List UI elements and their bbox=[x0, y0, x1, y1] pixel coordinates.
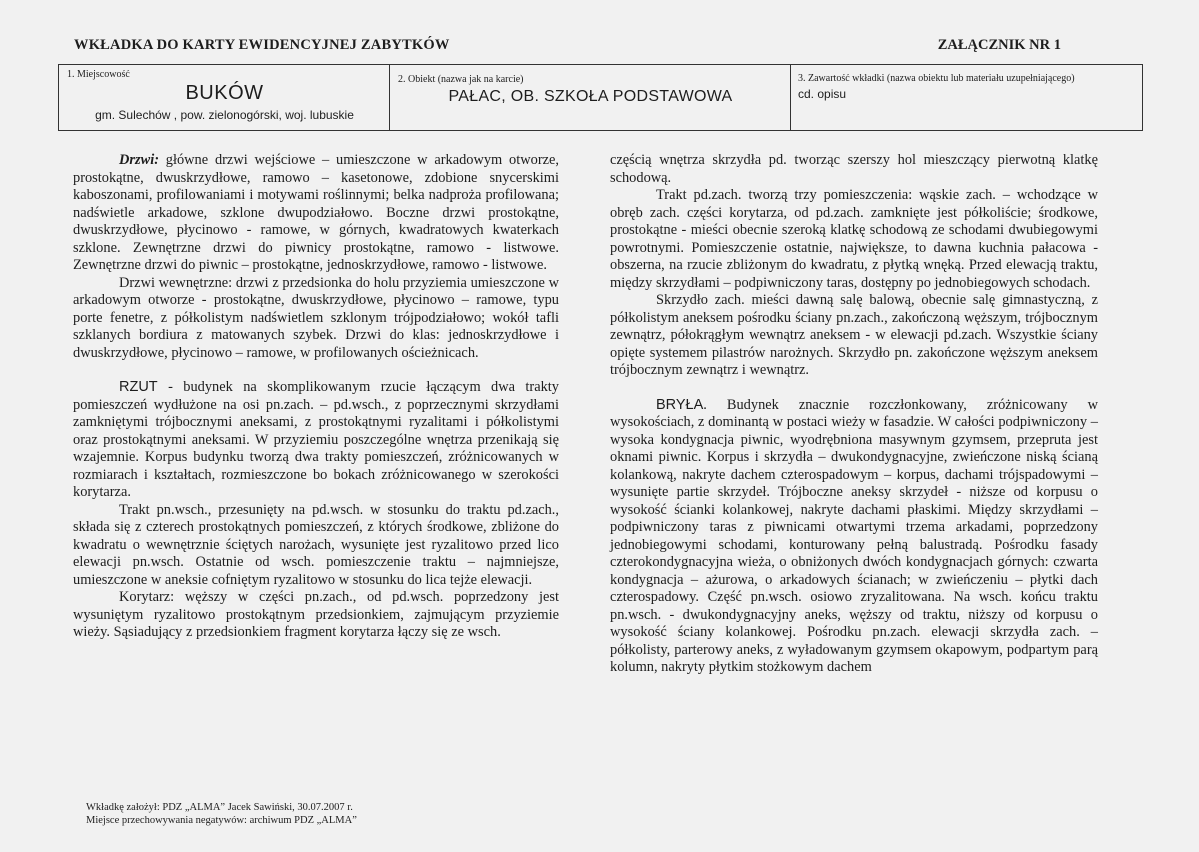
massing-heading: BRYŁA bbox=[656, 396, 704, 413]
ne-tract-paragraph: Trakt pn.wsch., przesunięty na pd.wsch. w stosunku do traktu pd.zach., składa się z czterech prostokątnych pomieszczeń, z których środkowe, zbliżone do kwadratu o wewnętrznie ściętych narożach, wysunięte jest ryzalitowo przed lico elewacji pn.wsch. Ostatnie od wsch. pomieszczenie traktu – najmniejsze, umieszczone w aneksie cofniętym ryzalitowo w stosunku do lica tejże elewacji. bbox=[73, 501, 559, 588]
footer-author: Wkładkę założył: PDZ „ALMA” Jacek Sawiński, 30.07.2007 r. bbox=[86, 802, 353, 813]
locality-cell bbox=[59, 65, 390, 130]
doors-heading: Drzwi: bbox=[119, 152, 159, 168]
footer-note bbox=[86, 801, 357, 827]
object-cell bbox=[390, 65, 791, 130]
massing-text: . Budynek znacznie rozczłonkowany, zróżnicowany w wysokościach, z dominantą w postaci wieży w fasadzie. W całości podpiwniczony – wysoka kondygnacja piwnic, wyodrębniona masywnym gzymsem, przepruta jest oknami piwnic. Korpus i skrzydła – dwukondygnacyjne, zwieńczone niską ścianą kolankową, nakryte dachem czterospadowym – korpus, dachami trójspadowymi – wysunięte partie skrzydeł. Trójboczne aneksy skrzydeł - niższe od korpusu o wysokość ścianki kolankowej, nakryte dachami płaskimi. Między skrzydłami – podpiwniczony taras z piwnicami otwartymi trzema arkadami, poprzedzony jednobiegowymi schodami, konturowany pełną balustradą. Pośrodku fasady czterokondygnacyjna wieża, o obniżonych dwóch kondygnacjach górnych: czwarta kondygnacja – ażurowa, o arkadowych ścianach; w zwieńczeniu – płytki dach czterospadowy. Część pn.wsch. osiowo zryzalitowana. Na wsch. końcu traktu pn.wsch. - dwukondygnacyjny aneks, węższy od traktu, niższy od korpusu o wysokość ściany kolankowej. Pośrodku pn.zach. elewacji skrzydła zach. – półkolisty, parterowy aneks, z wyładowanym gzymsem okapowym, podpartym parą kolumn, nakryty płytkim stożkowym dachem bbox=[610, 396, 1098, 675]
plan-heading: RZUT bbox=[119, 379, 158, 395]
corridor-paragraph: Korytarz: węższy w części pn.zach., od pd.wsch. poprzedzony jest wysuniętym ryzalitowo prostokątnym przedsionkiem, zajmującym przyziemie wieży. Sąsiadujący z przedsionkiem fragment korytarza łączy się ze wsch. bbox=[73, 589, 559, 640]
locality-value: BUKÓW bbox=[185, 82, 264, 104]
object-label: 2. Obiekt (nazwa jak na karcie) bbox=[398, 74, 524, 85]
appendix-label: ZAŁĄCZNIK NR 1 bbox=[937, 37, 1061, 53]
contents-value: cd. opisu bbox=[798, 87, 847, 101]
locality-sub: gm. Sulechów , pow. zielonogórski, woj. lubuskie bbox=[95, 108, 354, 122]
west-wing-paragraph: Skrzydło zach. mieści dawną salę balową, obecnie salę gimnastyczną, z półkolistym aneksem pośrodku ściany pn.zach., zakończoną węższym, trójbocznym zewnątrz, półokrągłym wewnątrz aneksem - w elewacji pd.zach. Wszystkie ściany opięte systemem pilastrów narożnych. Skrzydło pn. zakończone węższym aneksem trójbocznym zewnątrz i wewnątrz. bbox=[610, 292, 1098, 378]
sw-tract-paragraph: Trakt pd.zach. tworzą trzy pomieszczenia: wąskie zach. – wchodzące w obręb zach. części korytarza, od pd.zach. zamknięte jest półkoliście; środkowe, prostokątne - mieści obecnie szeroką klatkę schodową ze schodami dwubiegowymi powrotnymi. Pomieszczenie ostatnie, największe, to dawna kuchnia pałacowa - obszerna, na rzucie zbliżonym do kwadratu, z płytką wnęką. Przed elewacją traktu, między skrzydłami – podpiwniczony taras, dostępny po jednobiegowych schodach. bbox=[610, 187, 1098, 291]
left-column bbox=[73, 152, 559, 642]
contents-cell bbox=[791, 65, 1142, 130]
continuation-paragraph: częścią wnętrza skrzydła pd. tworząc szerszy hol mieszczący pierwotną klatkę schodową. bbox=[610, 152, 1098, 186]
header-table bbox=[58, 64, 1143, 131]
plan-text: - budynek na skomplikowanym rzucie łączącym dwa trakty pomieszczeń wydłużone na osi pn.zach. – pd.wsch., z poprzecznymi skrzydłami zamkniętymi trójbocznymi aneksami, z prostokątnymi ryzalitami i półkolistymi oraz prostokątnymi aneksami. W przyziemiu poszczególne wnętrza przenikają się wzajemnie. Korpus budynku tworzą dwa trakty pomieszczeń, zróżnicowanych w rozmiarach i kształtach, rozmieszczone bo bokach zróżnicowanego w szerokości korytarza. bbox=[73, 379, 559, 500]
doors-text: główne drzwi wejściowe – umieszczone w arkadowym otworze, prostokątne, dwuskrzydłowe, ramowo – kasetonowe, zdobione snycerskimi kaboszonami, profilowaniami i motywami roślinnymi; belka nadproża profilowana; nadświetle arkadowe, szklone dwupodziałowo. Boczne drzwi prostokątne, dwuskrzydłowe, płycinowo - ramowe, w górnych, kwadratowych kwaterkach szklone. Zewnętrzne drzwi do piwnicy prostokątne, ramowo - listwowe. Zewnętrzne drzwi do piwnic – prostokątne, jednoskrzydłowe, ramowo - listwowe. bbox=[73, 152, 559, 273]
right-column bbox=[610, 152, 1098, 677]
inner-doors-paragraph: Drzwi wewnętrzne: drzwi z przedsionka do holu przyziemia umieszczone w arkadowym otworze - prostokątne, dwuskrzydłowe, płycinowo – ramowe, typu porte fenetre, z półkolistym nadświetlem szklonym trójpodziałowo; wokół tafli szklanych bordiura z matowanych szybek. Drzwi do klas: jednoskrzydłowe i dwuskrzydłowe, płycinowo – ramowe, w profilowanych ościeżnicach. bbox=[73, 274, 559, 361]
plan-paragraph bbox=[73, 379, 559, 502]
document-title: WKŁADKA DO KARTY EWIDENCYJNEJ ZABYTKÓW bbox=[74, 37, 450, 53]
footer-archive: Miejsce przechowywania negatywów: archiwum PDZ „ALMA” bbox=[86, 815, 357, 826]
object-value: PAŁAC, OB. SZKOŁA PODSTAWOWA bbox=[448, 88, 733, 105]
contents-label: 3. Zawartość wkładki (nazwa obiektu lub materiału uzupełniającego) bbox=[798, 73, 1075, 84]
locality-label: 1. Miejscowość bbox=[67, 69, 130, 80]
doors-paragraph bbox=[73, 152, 559, 275]
massing-paragraph bbox=[610, 397, 1098, 677]
